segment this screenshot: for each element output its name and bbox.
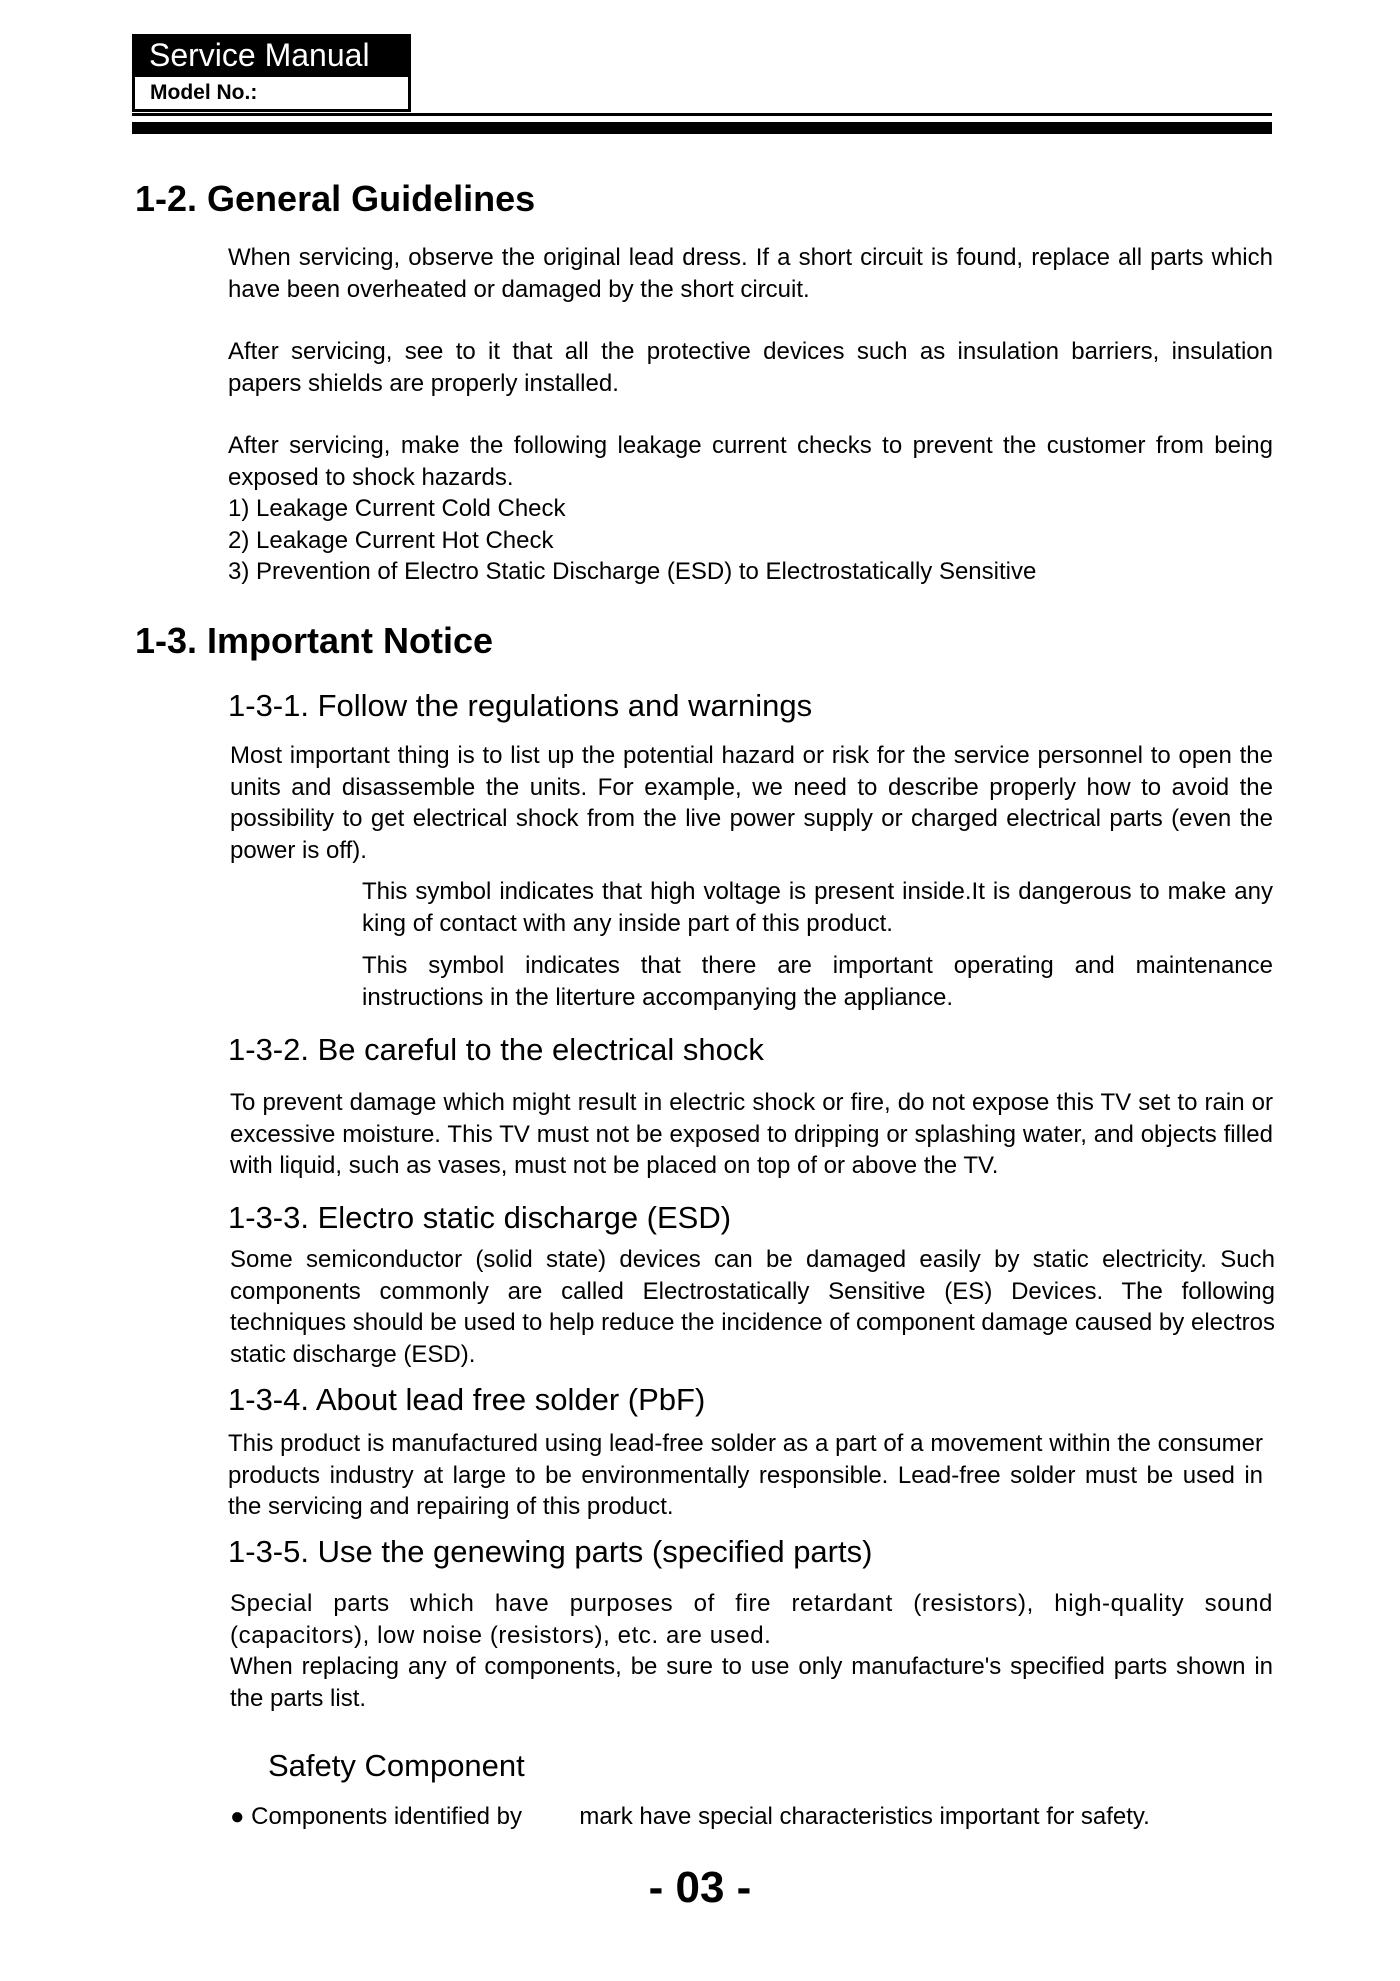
- safety-component-note: [230, 1803, 1150, 1831]
- section-heading-general-guidelines: 1-2. General Guidelines: [135, 178, 536, 219]
- list-item: 3) Prevention of Electro Static Discharge (ESD) to Electrostatically Sensitive: [228, 558, 1037, 585]
- lead-free-solder-paragraph: This product is manufactured using lead-free solder as a part of a movement within the consumer products industry at large to be environmentally responsible. Lead-free solder must be used in the servicing and repairing of this product.: [228, 1430, 1263, 1520]
- safety-component-heading: Safety Component: [268, 1748, 525, 1783]
- general-paragraph-3: After servicing, make the following leakage current checks to prevent the customer from being exposed to shock hazards.: [228, 432, 1273, 491]
- subsection-heading-electrical-shock: 1-3-2. Be careful to the electrical shock: [228, 1032, 764, 1067]
- esd-paragraph: Some semiconductor (solid state) devices can be damaged easily by static electricity. Such components commonly are called Electrostatically Sensitive (ES) Devices. The following techniques should be used to help reduce the incidence of component damage caused by electros static discharge (ESD).: [230, 1246, 1275, 1368]
- electrical-shock-paragraph: To prevent damage which might result in electric shock or fire, do not expose this TV set to rain or excessive moisture. This TV must not be exposed to dripping or splashing water, and objects filled with liquid, such as vases, must not be placed on top of or above the TV.: [230, 1089, 1273, 1179]
- high-voltage-symbol-text: This symbol indicates that high voltage is present inside.It is dangerous to make any king of contact with any inside part of this product.: [362, 878, 1273, 937]
- genuine-parts-paragraph-1: Special parts which have purposes of fire retardant (resistors), high-quality sound (capacitors), low noise (resistors), etc. are used.: [230, 1590, 1273, 1649]
- list-item: 1) Leakage Current Cold Check: [228, 495, 566, 522]
- header-rule-thin: [132, 113, 1272, 116]
- model-number-label: Model No.:: [132, 77, 411, 112]
- safety-mark-icon: [543, 1808, 559, 1824]
- subsection-heading-genuine-parts: 1-3-5. Use the genewing parts (specified parts): [228, 1534, 873, 1569]
- genuine-parts-paragraph-2: When replacing any of components, be sure to use only manufacture's specified parts shown in the parts list.: [230, 1653, 1273, 1712]
- section-heading-important-notice: 1-3. Important Notice: [135, 620, 494, 661]
- subsection-heading-regulations: 1-3-1. Follow the regulations and warnings: [228, 688, 813, 723]
- subsection-heading-esd: 1-3-3. Electro static discharge (ESD): [228, 1200, 732, 1235]
- general-paragraph-1: When servicing, observe the original lead dress. If a short circuit is found, replace all parts which have been overheated or damaged by the short circuit.: [228, 244, 1273, 303]
- manual-title: Service Manual: [132, 34, 411, 77]
- list-item: 2) Leakage Current Hot Check: [228, 526, 554, 554]
- regulations-paragraph: Most important thing is to list up the potential hazard or risk for the service personnel to open the units and disassemble the units. For example, we need to describe properly how to avoid the possibility to get electrical shock from the live power supply or charged electrical parts (even the power is off).: [230, 742, 1273, 864]
- header-rule-thick: [132, 122, 1272, 134]
- safety-note-text-before: Components identified by: [251, 1803, 523, 1830]
- subsection-heading-lead-free-solder: 1-3-4. About lead free solder (PbF): [228, 1382, 706, 1417]
- safety-note-text-after: mark have special characteristics important for safety.: [579, 1803, 1150, 1830]
- instruction-symbol-text: This symbol indicates that there are important operating and maintenance instructions in the literture accompanying the appliance.: [362, 952, 1273, 1011]
- bullet-icon: ●: [230, 1803, 245, 1830]
- general-paragraph-2: After servicing, see to it that all the protective devices such as insulation barriers, insulation papers shields are properly installed.: [228, 338, 1273, 397]
- page-number: - 03 -: [648, 1863, 752, 1912]
- leakage-check-list: [228, 493, 1273, 588]
